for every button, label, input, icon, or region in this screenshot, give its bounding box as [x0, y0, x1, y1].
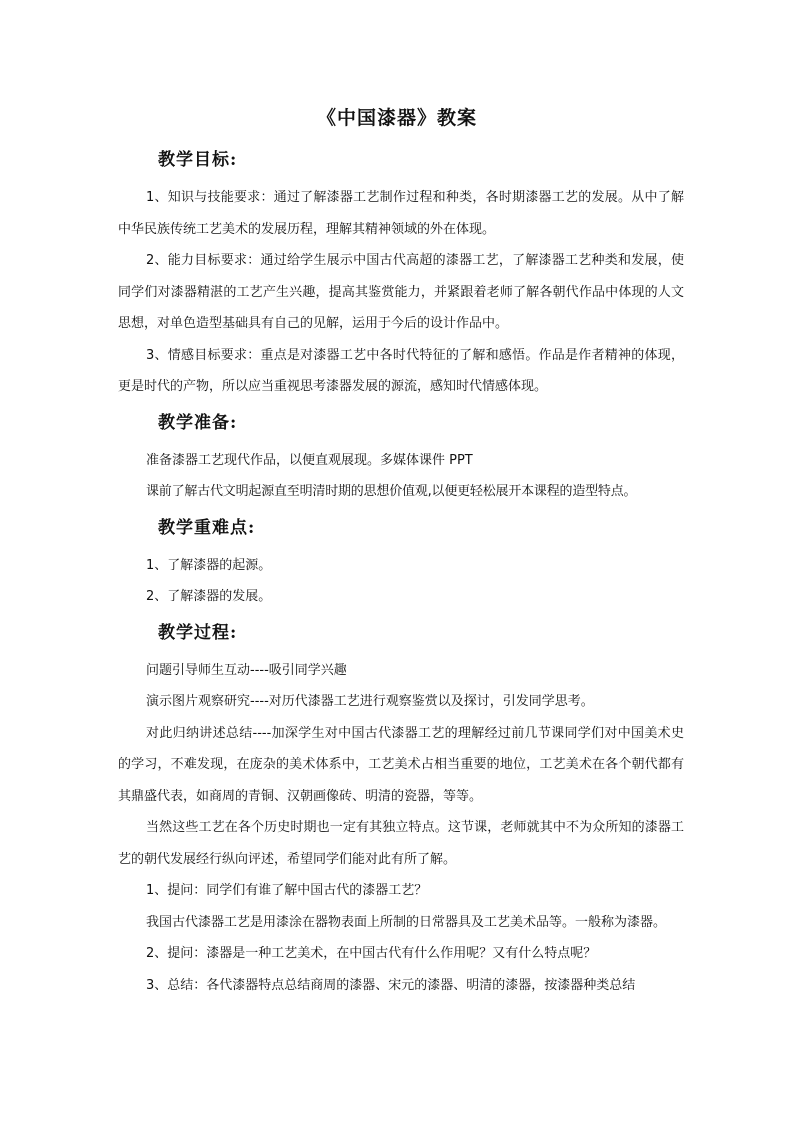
goal-knowledge-paragraph: 1、知识与技能要求：通过了解漆器工艺制作过程和种类，各时期漆器工艺的发展。从中了解中华民族传统工艺美术的发展历程，理解其精神领域的外在体现。 [118, 190, 684, 237]
heading-teaching-prep: 教学准备: [158, 412, 238, 433]
heading-teaching-process: 教学过程: [158, 622, 238, 643]
process-paragraph-4: 当然这些工艺在各个历史时期也一定有其独立特点。这节课，老师就其中不为众所知的漆器工艺的朝代发展经行纵向评述，希望同学们能对此有所了解。 [118, 820, 684, 867]
keypoint-2: 2、了解漆器的发展。 [146, 589, 272, 604]
goal-ability-paragraph: 2、能力目标要求：通过给学生展示中国古代高超的漆器工艺，了解漆器工艺种类和发展，使同学们对漆器精湛的工艺产生兴趣，提高其鉴赏能力，并紧跟着老师了解各朝代作品中体现的人文思想，对单色造型基础具有自己的见解，运用于今后的设计作品中。 [118, 253, 684, 331]
goal-emotion-paragraph: 3、情感目标要求：重点是对漆器工艺中各时代特征的了解和感悟。作品是作者精神的体现，更是时代的产物，所以应当重视思考漆器发展的源流，感知时代情感体现。 [118, 347, 684, 394]
process-paragraph-3: 对此归纳讲述总结----加深学生对中国古代漆器工艺的理解经过前几节课同学们对中国美术史的学习，不难发现，在庞杂的美术体系中，工艺美术占相当重要的地位，工艺美术在各个朝代都有其鼎盛代表，如商周的青铜、汉朝画像砖、明清的瓷器，等等。 [118, 725, 684, 804]
process-summary: 3、总结：各代漆器特点总结商周的漆器、宋元的漆器、明清的漆器，按漆器种类总结 [146, 977, 636, 993]
heading-key-points: 教学重难点: [158, 517, 256, 538]
process-question-1: 1、提问：同学们有谁了解中国古代的漆器工艺？ [146, 883, 428, 898]
process-paragraph-1: 问题引导师生互动----吸引同学兴趣 [146, 662, 347, 678]
document-title: 《中国漆器》教案 [316, 107, 477, 129]
prep-paragraph-1: 准备漆器工艺现代作品，以便直观展现。多媒体课件 PPT [146, 452, 473, 468]
process-paragraph-2: 演示图片观察研究----对历代漆器工艺进行观察鉴赏以及探讨，引发同学思考。 [146, 694, 594, 709]
process-answer-1: 我国古代漆器工艺是用漆涂在器物表面上所制的日常器具及工艺美术品等。一般称为漆器。 [146, 914, 667, 930]
heading-teaching-goals: 教学目标: [158, 150, 238, 170]
document-body [118, 144, 684, 1001]
prep-paragraph-2: 课前了解古代文明起源直至明清时期的思想价值观,以便更轻松展开本课程的造型特点。 [146, 484, 637, 499]
keypoint-1: 1、了解漆器的起源。 [146, 557, 272, 573]
process-question-2: 2、提问：漆器是一种工艺美术，在中国古代有什么作用呢？又有什么特点呢？ [146, 946, 597, 961]
